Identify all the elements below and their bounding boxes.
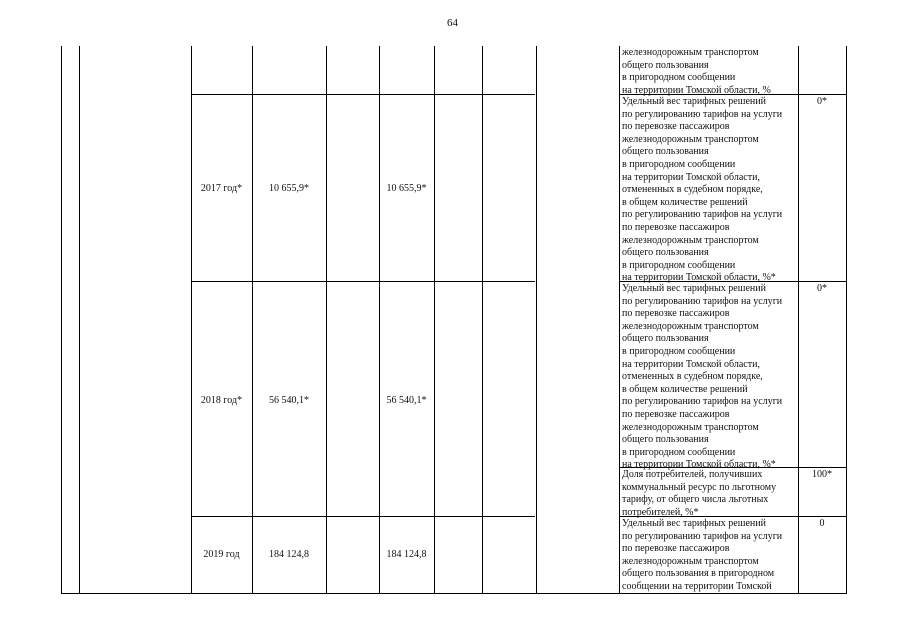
row-year: 2018 год* [200,395,243,406]
indicator-value: 100* [812,469,832,480]
row-year: 2019 год [203,549,240,560]
indicator-text: Удельный вес тарифных решений по регулированию тарифов на услуги по перевозке пассажиров железнодорожным транспортом общего пользования в пригородном сообщении на территории Томской области, отмененных в судебном порядке, в общем количестве решений по регулированию тарифов на услуги по перевозке пассажиров железнодорожным транспортом общего пользования в пригородном сообщении на территории Томской области, %* [622,283,783,471]
table-rule [252,46,253,594]
table-rule [434,46,435,594]
table-rule [619,46,620,594]
row-divider [191,281,535,282]
indicator-value: 0* [817,96,827,107]
indicator-text: Удельный вес тарифных решений по регулированию тарифов на услуги по перевозке пассажиров железнодорожным транспортом общего пользования в пригородном сообщении на территории Томской области, отмененных в судебном порядке, в общем количестве решений по регулированию тарифов на услуги по перевозке пассажиров железнодорожным транспортом общего пользования в пригородном сообщении на территории Томской области, %* [622,96,783,284]
value-regional: 56 540,1* [386,395,427,406]
indicator-text: Удельный вес тарифных решений по регулированию тарифов на услуги по перевозке пассажиров железнодорожным транспортом общего пользования в пригородном сообщении на территории Томской [622,518,783,592]
indicator-value: 0 [819,518,825,529]
table-rule [326,46,327,594]
row-divider [191,516,535,517]
table-rule [536,46,537,594]
value-total: 10 655,9* [269,183,309,194]
row-year: 2017 год* [200,183,243,194]
page-number: 64 [447,17,458,29]
table-rule [61,46,62,594]
indicator-value: 0* [817,283,827,294]
value-total: 184 124,8 [269,549,309,560]
table-rule [482,46,483,594]
table-rule [846,46,847,594]
table-rule [379,46,380,594]
value-total: 56 540,1* [269,395,309,406]
value-regional: 10 655,9* [386,183,427,194]
table-rule [79,46,80,594]
value-regional: 184 124,8 [386,549,427,560]
table-rule [798,46,799,594]
table-rule [191,46,192,594]
indicator-text: железнодорожным транспортом общего пользования в пригородном сообщении на территории Томской области, % [622,47,771,96]
indicator-text: Доля потребителей, получивших коммунальный ресурс по льготному тарифу, от общего числа льготных потребителей, %* [622,469,777,518]
row-divider [191,94,535,95]
